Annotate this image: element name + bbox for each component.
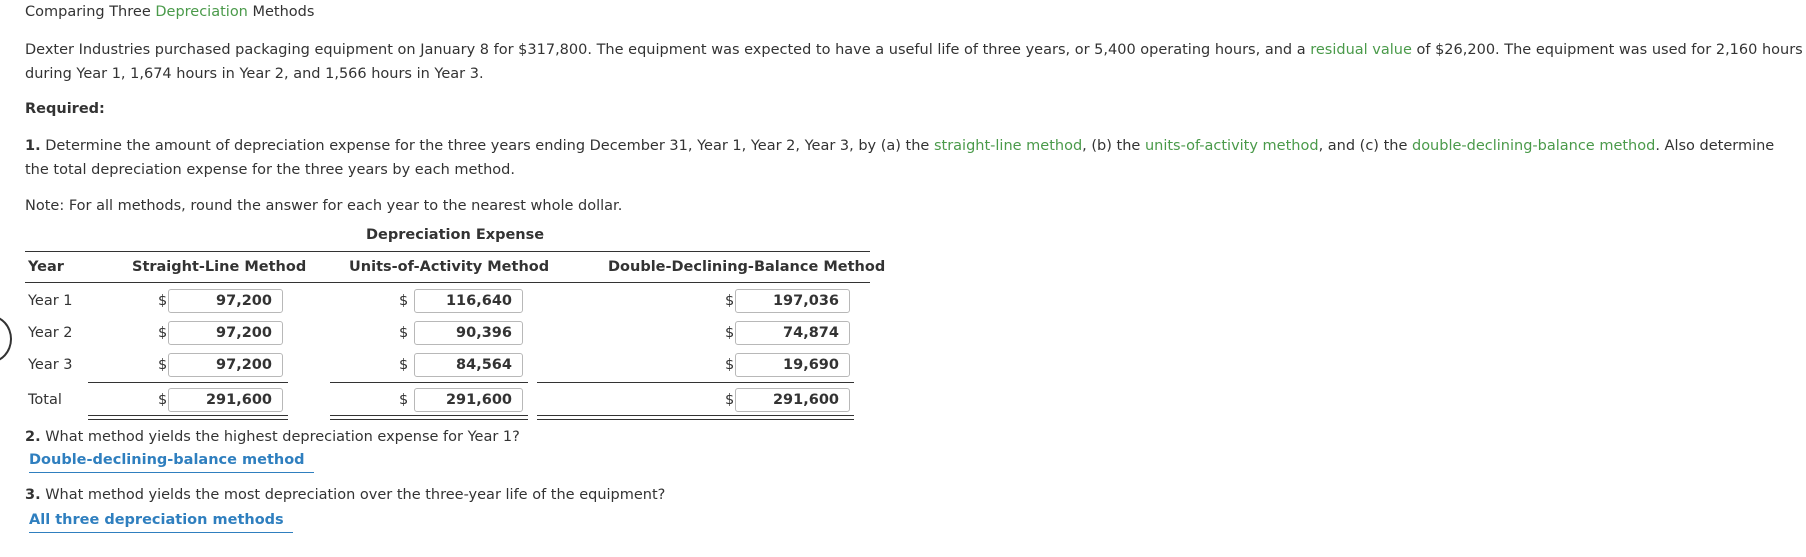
ddb-total-input[interactable]: 291,600 <box>735 388 850 412</box>
ua-total-double-rule <box>330 415 528 420</box>
required-label: Required: <box>25 101 105 117</box>
currency-sign: $ <box>399 357 409 373</box>
ddb-year-1-input[interactable]: 197,036 <box>735 289 850 313</box>
sl-subtotal-rule <box>88 382 288 383</box>
row-year-2-label: Year 2 <box>28 325 73 341</box>
ddb-year-3-input[interactable]: 19,690 <box>735 353 850 377</box>
ddb-subtotal-rule <box>537 382 854 383</box>
sl-year-1-input[interactable]: 97,200 <box>168 289 283 313</box>
residual-value-term-link[interactable]: residual value <box>1310 42 1412 58</box>
col-header-straight-line: Straight-Line Method <box>132 259 307 275</box>
currency-sign: $ <box>158 392 168 408</box>
currency-sign: $ <box>399 325 409 341</box>
units-of-activity-term-link[interactable]: units-of-activity method <box>1144 138 1319 154</box>
ua-year-2-input[interactable]: 90,396 <box>414 321 523 345</box>
title-pre: Comparing Three <box>25 4 156 20</box>
scroll-indicator-circle <box>0 315 12 363</box>
row-year-3-label: Year 3 <box>28 357 73 373</box>
question-3-number: 3. <box>25 487 41 503</box>
question-2-text: What method yields the highest depreciation expense for Year 1? <box>40 429 520 445</box>
question-3-answer-select[interactable]: All three depreciation methods <box>29 511 293 533</box>
sl-total-double-rule <box>88 415 288 420</box>
question-2-number: 2. <box>25 429 41 445</box>
currency-sign: $ <box>399 293 409 309</box>
currency-sign: $ <box>725 325 735 341</box>
intro-text-b: of $26,200. The equipment was used for 2,160 hours during Year 1, 1,674 hours in Year 2, and 1,566 hours in Year 3. <box>25 42 1803 82</box>
question-3-text: What method yields the most depreciation over the three-year life of the equipment? <box>40 487 666 503</box>
row-total-label: Total <box>28 392 62 408</box>
ddb-year-2-input[interactable]: 74,874 <box>735 321 850 345</box>
column-header-rule <box>25 282 870 283</box>
sl-total-input[interactable]: 291,600 <box>168 388 283 412</box>
currency-sign: $ <box>158 293 168 309</box>
ua-year-3-input[interactable]: 84,564 <box>414 353 523 377</box>
question-1-text-d: . Also determine the total depreciation expense for the three years by each method. <box>25 138 1775 178</box>
currency-sign: $ <box>725 392 735 408</box>
question-1-number: 1. <box>25 138 41 154</box>
rounding-note: Note: For all methods, round the answer for each year to the nearest whole dollar. <box>25 198 623 214</box>
title-post: Methods <box>247 4 315 20</box>
double-declining-term-link[interactable]: double-declining-balance method <box>1411 138 1656 154</box>
intro-text-a: Dexter Industries purchased packaging equipment on January 8 for $317,800. The equipment was expected to have a useful life of three years, or 5,400 operating hours, and a <box>25 42 1311 58</box>
intro-paragraph <box>25 38 1806 86</box>
currency-sign: $ <box>158 357 168 373</box>
col-header-units-of-activity: Units-of-Activity Method <box>349 259 550 275</box>
question-1-text-b: , (b) the <box>1082 138 1145 154</box>
page-title <box>25 4 314 20</box>
question-1-text-a: Determine the amount of depreciation expense for the three years ending December 31, Year 1, Year 2, Year 3, by (a) the <box>40 138 934 154</box>
currency-sign: $ <box>725 357 735 373</box>
header-rule <box>25 251 870 252</box>
table-group-header: Depreciation Expense <box>366 227 545 243</box>
currency-sign: $ <box>158 325 168 341</box>
ua-year-1-input[interactable]: 116,640 <box>414 289 523 313</box>
currency-sign: $ <box>725 293 735 309</box>
currency-sign: $ <box>399 392 409 408</box>
ua-total-input[interactable]: 291,600 <box>414 388 523 412</box>
row-year-1-label: Year 1 <box>28 293 73 309</box>
straight-line-term-link[interactable]: straight-line method <box>933 138 1083 154</box>
sl-year-3-input[interactable]: 97,200 <box>168 353 283 377</box>
col-header-year: Year <box>28 259 64 275</box>
question-2-answer-select[interactable]: Double-declining-balance method <box>29 451 314 473</box>
sl-year-2-input[interactable]: 97,200 <box>168 321 283 345</box>
ddb-total-double-rule <box>537 415 854 420</box>
question-1 <box>25 134 1785 182</box>
question-2 <box>25 429 520 445</box>
title-term-link[interactable]: Depreciation <box>155 4 248 20</box>
ua-subtotal-rule <box>330 382 528 383</box>
col-header-ddb: Double-Declining-Balance Method <box>608 259 886 275</box>
question-1-text-c: , and (c) the <box>1318 138 1412 154</box>
question-3 <box>25 487 665 503</box>
